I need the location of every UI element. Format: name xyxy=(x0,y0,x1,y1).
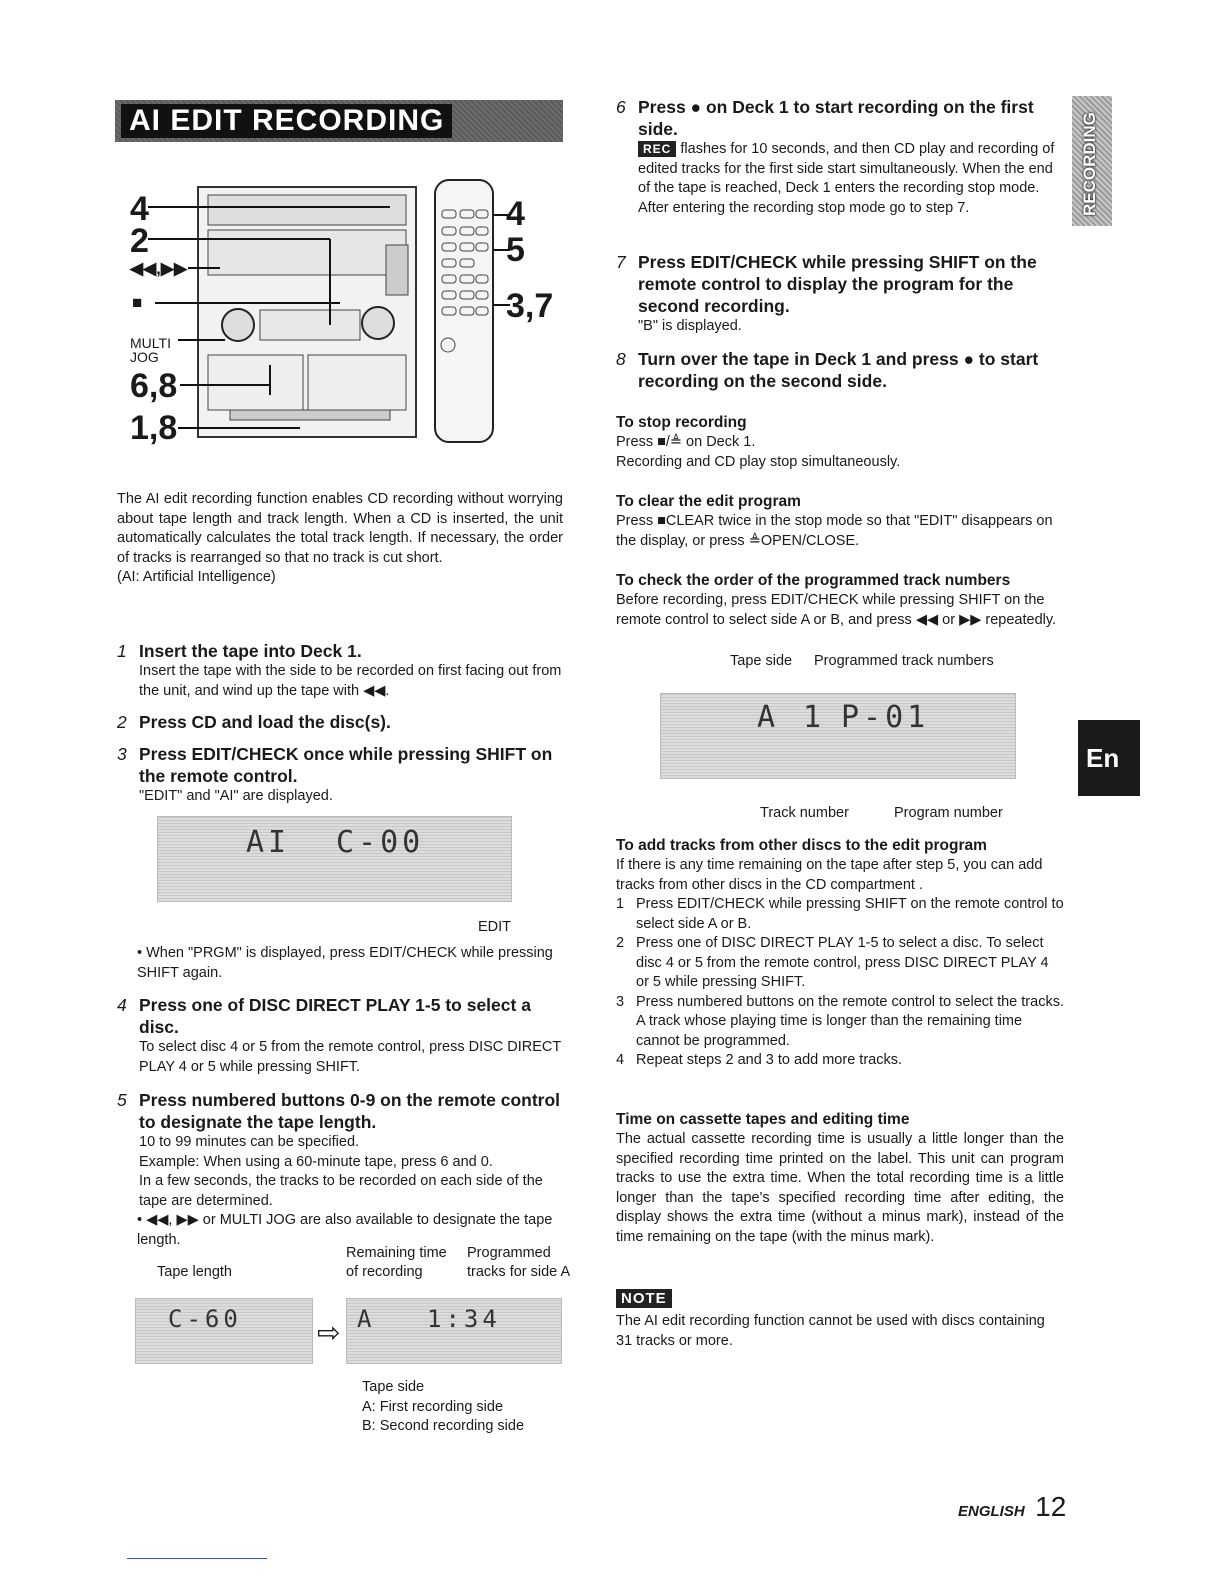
section-tab-recording xyxy=(1072,96,1112,226)
section-check xyxy=(616,571,1064,630)
label-check-tape-side: Tape side xyxy=(730,653,793,669)
step-title: Press EDIT/CHECK while pressing SHIFT on the remote control to display the program for the second recording. xyxy=(638,252,1037,316)
list-item-text: Repeat steps 2 and 3 to add more tracks. xyxy=(636,1052,902,1068)
step-text: "EDIT" and "AI" are displayed. xyxy=(139,788,333,804)
callout-remote-4: 4 xyxy=(506,195,525,233)
section-tab-label: RECORDING xyxy=(1080,112,1099,216)
callout-6-8: 6,8 xyxy=(130,367,178,405)
callout-2: 2 xyxy=(130,222,149,260)
legend-side-a: A: First recording side xyxy=(362,1398,504,1415)
section-text: Recording and CD play stop simultaneously. xyxy=(616,453,901,470)
lcd-display-edit xyxy=(157,816,512,902)
note-badge: NOTE xyxy=(616,1289,672,1308)
step-1 xyxy=(117,640,563,701)
label-programmed-2: tracks for side A xyxy=(467,1264,571,1280)
section-text: The actual cassette recording time is usually a little longer than the specified recording time printed on the label. This unit can program tracks to use the extra time. When the total recording time is a little longer than the tape's specified recording time after editing, the display shows the extra time (without a minus mark), instead of the time remaining on the tape (with the minus mark). xyxy=(616,1131,1064,1245)
page-title: AI EDIT RECORDING xyxy=(121,104,452,138)
step-text: To select disc 4 or 5 from the remote control, press DISC DIRECT PLAY 4 or 5 while pressing SHIFT. xyxy=(139,1039,561,1075)
list-item-text: Press one of DISC DIRECT PLAY 1-5 to select a disc. To select disc 4 or 5 from the remote control, press DISC DIRECT PLAY 4 or 5 while pressing SHIFT. xyxy=(636,935,1049,990)
section-text: If there is any time remaining on the tape after step 5, you can add tracks from other discs in the CD compartment . xyxy=(616,857,1043,893)
step-text-body: flashes for 10 seconds, and then CD play and recording of edited tracks for the first side start simultaneously. When the end of the tape is reached, Deck 1 enters the recording stop mode. After entering the recording stop mode go to step 7. xyxy=(638,141,1055,216)
lcd-tape-length xyxy=(135,1298,313,1364)
step-number: 6 xyxy=(616,97,626,117)
section-heading: To check the order of the programmed track numbers xyxy=(616,572,1011,589)
list-item: 1 Press EDIT/CHECK while pressing SHIFT on the remote control to select side A or B. xyxy=(616,896,1064,932)
section-text: Press ■CLEAR twice in the stop mode so that "EDIT" disappears on the display, or press ≜OPEN/CLOSE. xyxy=(616,513,1053,549)
callout-stop: ■ xyxy=(132,293,143,312)
step-number: 1 xyxy=(117,641,127,661)
callout-skip: ◀◀,▶▶ xyxy=(130,259,188,278)
step-3 xyxy=(117,743,563,807)
note-section xyxy=(616,1290,1064,1351)
section-text: Before recording, press EDIT/CHECK while pressing SHIFT on the remote control to select side A or B, and press ◀◀ or ▶▶ repeatedly. xyxy=(616,592,1057,628)
footer-rule xyxy=(127,1558,267,1559)
label-tape-length: Tape length xyxy=(157,1264,232,1280)
intro-paragraph: The AI edit recording function enables CD recording without worrying about tape length and track length. When a CD is inserted, the unit automatically calculates the total track length. If necessary, the order of tracks is rearranged so that no track is cut short. xyxy=(117,491,563,566)
legend-title: Tape side xyxy=(362,1379,425,1395)
section-text: Press ■/≜ on Deck 1. xyxy=(616,434,756,450)
label-remaining-2: of recording xyxy=(346,1264,423,1280)
lcd-tape: C-00 xyxy=(336,825,425,860)
step-title: Press one of DISC DIRECT PLAY 1-5 to select a disc. xyxy=(139,995,531,1037)
callout-1-8: 1,8 xyxy=(130,409,178,447)
step-number: 3 xyxy=(117,744,127,764)
label-programmed-1: Programmed xyxy=(467,1245,551,1261)
lcd-tape-value: C-60 xyxy=(168,1305,242,1333)
legend-tape-side xyxy=(362,1378,524,1437)
lcd-program: P-01 xyxy=(841,700,930,735)
step-title: Insert the tape into Deck 1. xyxy=(139,641,362,661)
step-title: Turn over the tape in Deck 1 and press ● to start recording on the second side. xyxy=(638,349,1039,391)
footer-language: ENGLISH xyxy=(958,1503,1025,1520)
label-track-number: Track number xyxy=(760,805,849,821)
arrow-icon: ⇨ xyxy=(317,1317,341,1348)
stereo-and-remote-illustration xyxy=(120,175,560,455)
lcd-side: A xyxy=(357,1305,376,1333)
label-program-number: Program number xyxy=(894,805,1003,821)
step-number: 5 xyxy=(117,1090,127,1110)
lcd-remaining-time: 1:34 xyxy=(427,1305,501,1333)
step-number: 4 xyxy=(117,995,127,1015)
callout-4: 4 xyxy=(130,190,149,228)
footer xyxy=(958,1491,1066,1523)
step-6 xyxy=(616,96,1064,218)
list-item: 3 Press numbered buttons on the remote control to select the tracks. A track whose playing time is longer than the remaining time cannot be programmed. xyxy=(616,993,1064,1049)
section-add xyxy=(616,836,1064,1071)
label-check-programmed: Programmed track numbers xyxy=(814,653,994,669)
device-diagram xyxy=(120,175,560,455)
step-number: 2 xyxy=(117,712,127,732)
note-text: The AI edit recording function cannot be used with discs containing 31 tracks or more. xyxy=(616,1313,1045,1349)
step-8 xyxy=(616,348,1064,392)
section-clear xyxy=(616,492,1064,551)
label-remaining-1: Remaining time xyxy=(346,1245,447,1261)
step-number: 8 xyxy=(616,349,626,369)
step-title: Press CD and load the disc(s). xyxy=(139,712,391,732)
section-heading: To clear the edit program xyxy=(616,493,801,510)
add-steps-list xyxy=(616,895,1064,1071)
intro-note: (AI: Artificial Intelligence) xyxy=(117,569,276,585)
section-time xyxy=(616,1110,1064,1247)
callout-jog: JOG xyxy=(130,349,159,365)
section-heading: To add tracks from other discs to the edit program xyxy=(616,837,987,854)
lcd-edit-label: EDIT xyxy=(478,919,512,935)
callout-remote-3-7: 3,7 xyxy=(506,287,554,325)
step-number: 7 xyxy=(616,252,626,272)
rec-badge: REC xyxy=(638,141,676,157)
title-banner xyxy=(115,100,563,142)
step-text: 10 to 99 minutes can be specified. xyxy=(139,1134,360,1150)
intro-text xyxy=(117,490,563,588)
lcd-side: A xyxy=(757,700,780,735)
lcd-ai: AI xyxy=(246,825,291,860)
page-number: 12 xyxy=(1035,1491,1067,1522)
step-bullet: • ◀◀, ▶▶ or MULTI JOG are also available to designate the tape length. xyxy=(137,1212,553,1248)
step-text: "B" is displayed. xyxy=(638,318,742,334)
section-heading: To stop recording xyxy=(616,414,747,431)
section-heading: Time on cassette tapes and editing time xyxy=(616,1111,910,1128)
step-5 xyxy=(117,1089,563,1250)
callout-remote-5: 5 xyxy=(506,231,525,269)
lcd-remaining xyxy=(346,1298,562,1364)
lcd-track: 1 xyxy=(803,700,826,735)
step-title: Press ● on Deck 1 to start recording on the first side. xyxy=(638,97,1034,139)
section-stop xyxy=(616,413,1064,472)
list-item: 2 Press one of DISC DIRECT PLAY 1-5 to select a disc. To select disc 4 or 5 from the remote control, press DISC DIRECT PLAY 4 or 5 while pressing SHIFT. xyxy=(616,935,1049,990)
list-item-text: Press EDIT/CHECK while pressing SHIFT on the remote control to select side A or B. xyxy=(636,896,1064,932)
language-tab: En xyxy=(1078,720,1140,796)
lcd-check-display xyxy=(660,693,1016,779)
step-text: In a few seconds, the tracks to be recorded on each side of the tape are determined. xyxy=(139,1173,543,1209)
step-2 xyxy=(117,711,563,733)
callout-multi: MULTI xyxy=(130,335,171,351)
step-3-bullet: • When "PRGM" is displayed, press EDIT/CHECK while pressing SHIFT again. xyxy=(137,945,553,981)
list-item: 4 Repeat steps 2 and 3 to add more tracks. xyxy=(616,1052,902,1068)
step-title: Press EDIT/CHECK once while pressing SHIFT on the remote control. xyxy=(139,744,553,786)
list-item-text: Press numbered buttons on the remote control to select the tracks. A track whose playing time is longer than the remaining time cannot be programmed. xyxy=(636,993,1064,1049)
step-text: Example: When using a 60-minute tape, press 6 and 0. xyxy=(139,1153,493,1170)
step-title: Press numbered buttons 0-9 on the remote control to designate the tape length. xyxy=(139,1090,561,1132)
step-text: Insert the tape with the side to be recorded on first facing out from the unit, and wind up the tape with ◀◀. xyxy=(139,663,562,699)
legend-side-b: B: Second recording side xyxy=(362,1418,525,1434)
step-4 xyxy=(117,994,563,1077)
step-text xyxy=(638,140,1064,218)
step-7 xyxy=(616,251,1064,337)
